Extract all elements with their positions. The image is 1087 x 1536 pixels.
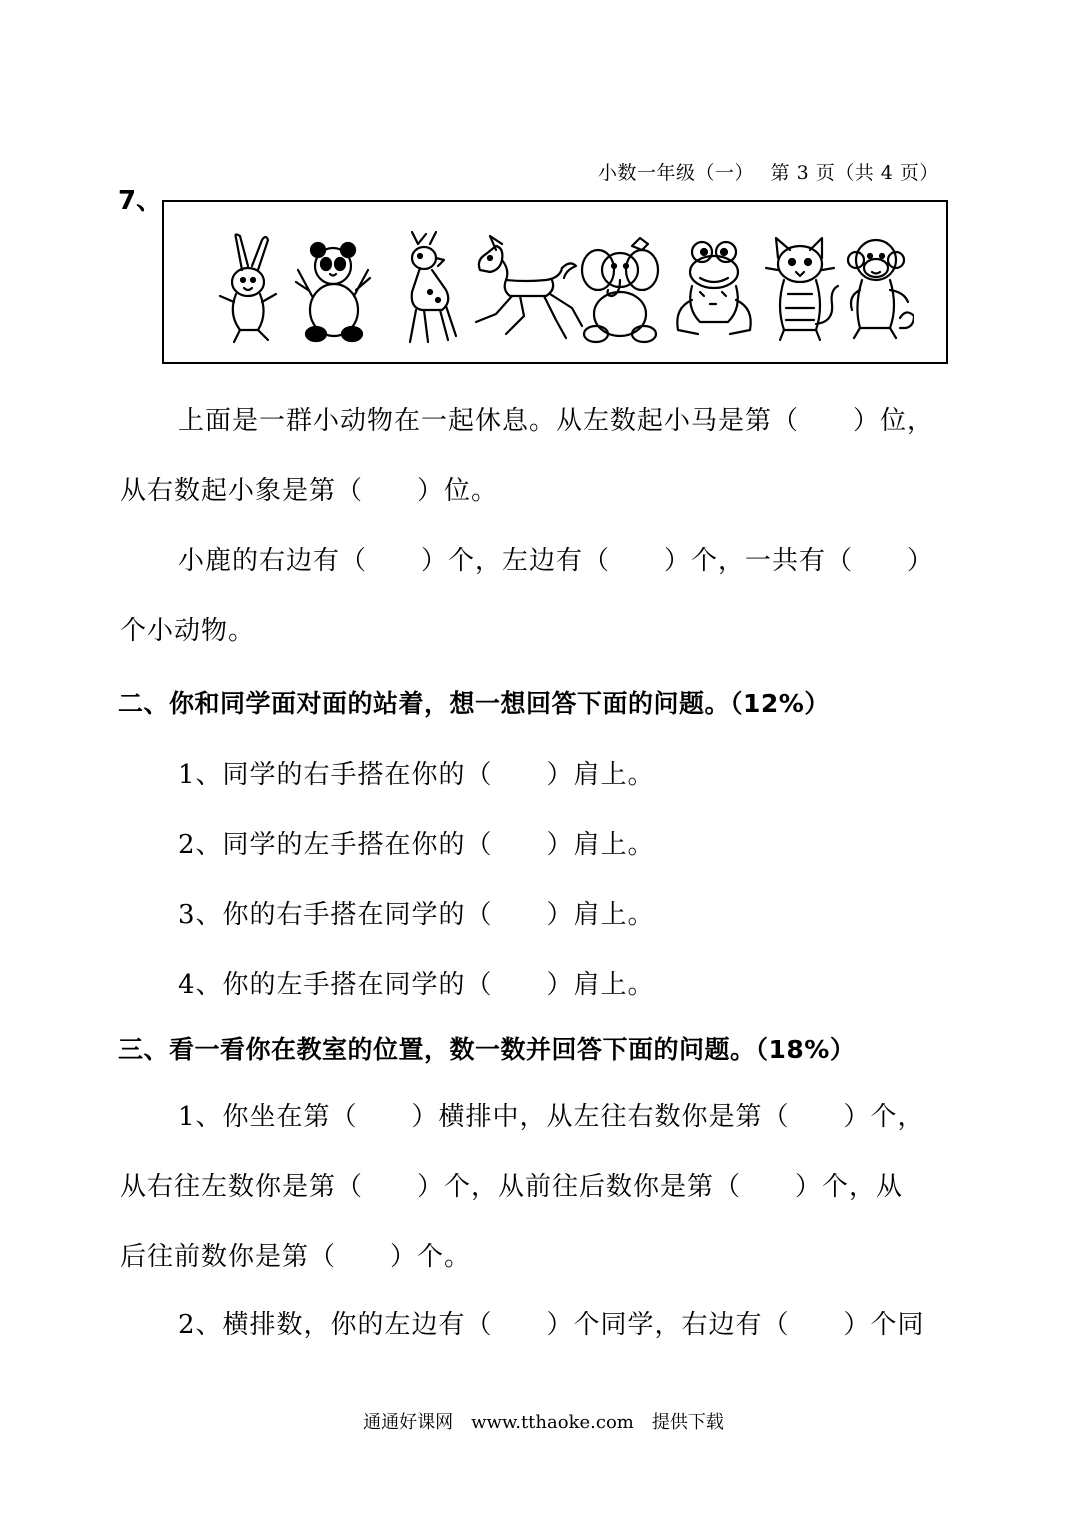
section-2-item-1: 1、同学的右手搭在你的（ ）肩上。 xyxy=(178,760,655,790)
section-2-title: 二、你和同学面对面的站着，想一想回答下面的问题。（12%） xyxy=(118,689,830,718)
section-3-line-2: 从右往左数你是第（ ）个，从前往后数你是第（ ）个，从 xyxy=(120,1172,904,1202)
frog-icon xyxy=(677,242,750,334)
q7-line-2: 从右数起小象是第（ ）位。 xyxy=(120,476,499,506)
q7-line-3: 小鹿的右边有（ ）个，左边有（ ）个，一共有（ ） xyxy=(178,546,935,576)
section-3-line-4: 2、横排数，你的左边有（ ）个同学，右边有（ ）个同 xyxy=(178,1310,925,1340)
elephant-icon xyxy=(582,238,658,342)
monkey-icon xyxy=(848,240,914,338)
horse-icon xyxy=(476,236,582,338)
page-footer: 通通好课网 www.tthaoke.com 提供下载 xyxy=(363,1412,724,1433)
page-header: 小数一年级（一） 第 3 页（共 4 页） xyxy=(598,162,939,184)
section-2-item-3: 3、你的右手搭在同学的（ ）肩上。 xyxy=(178,900,655,930)
panda-icon xyxy=(296,243,370,341)
section-3-line-1: 1、你坐在第（ ）横排中，从左往右数你是第（ ）个， xyxy=(178,1102,925,1132)
q7-line-1: 上面是一群小动物在一起休息。从左数起小马是第（ ）位， xyxy=(178,406,935,436)
cat-icon xyxy=(766,238,838,340)
animal-row-illustration xyxy=(204,230,914,350)
deer-icon xyxy=(410,232,456,342)
rabbit-icon xyxy=(220,234,276,342)
q7-line-4: 个小动物。 xyxy=(120,616,256,646)
section-3-title: 三、看一看你在教室的位置，数一数并回答下面的问题。（18%） xyxy=(118,1035,856,1064)
section-3-line-3: 后往前数你是第（ ）个。 xyxy=(120,1242,472,1272)
section-2-item-4: 4、你的左手搭在同学的（ ）肩上。 xyxy=(178,970,655,1000)
question-number: 7、 xyxy=(118,186,163,216)
section-2-item-2: 2、同学的左手搭在你的（ ）肩上。 xyxy=(178,830,655,860)
animal-picture-frame xyxy=(162,200,948,364)
